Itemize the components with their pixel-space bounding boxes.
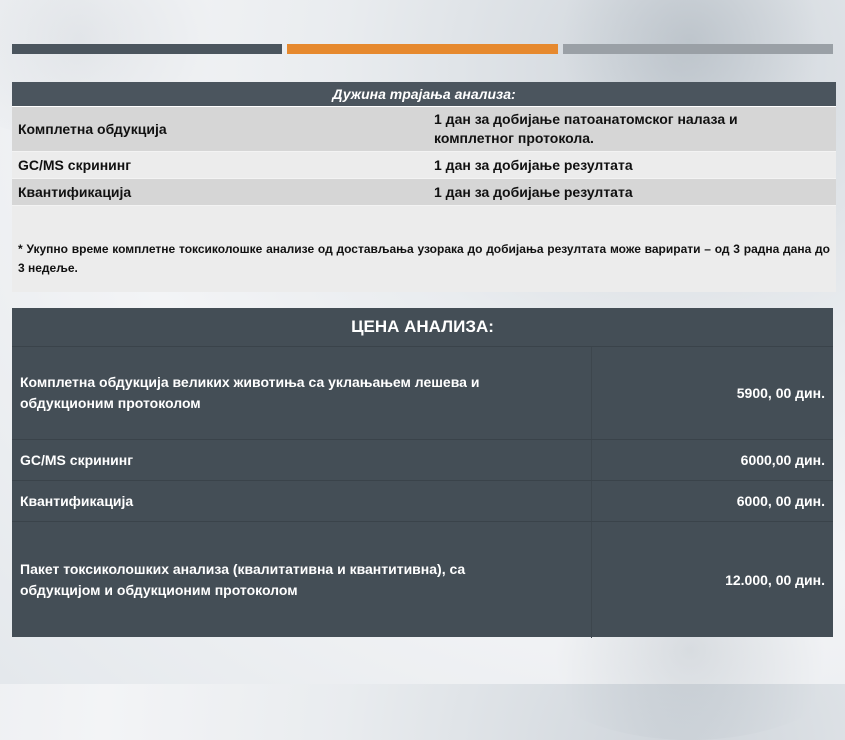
duration-row-name: Комплетна обдукција	[18, 121, 167, 137]
accent-bar-dark	[12, 44, 282, 54]
price-row-value: 5900, 00 дин.	[736, 384, 825, 401]
price-row	[12, 346, 833, 439]
price-row-value: 6000, 00 дин.	[736, 492, 825, 509]
accent-bar-orange	[287, 44, 558, 54]
duration-row	[12, 179, 836, 206]
duration-footnote: * Укупно време комплетне токсиколошке анализе од достављања узорака до добијања резултата може варирати – од 3 радна дана до 3 недеље.	[12, 206, 836, 292]
duration-row	[12, 107, 836, 152]
price-row-label-line: Пакет токсиколошких анализа (квалитативна и квантитивна), са	[20, 561, 466, 577]
price-row	[12, 480, 833, 521]
header-accent-bars	[12, 44, 833, 54]
duration-row	[12, 152, 836, 179]
price-row-label: GC/MS скрининг	[12, 440, 592, 480]
price-table	[12, 308, 833, 637]
price-title: ЦЕНА АНАЛИЗА:	[351, 317, 494, 336]
duration-row-value	[428, 107, 836, 151]
duration-row-name: GC/MS скрининг	[18, 157, 132, 173]
duration-table	[12, 82, 836, 292]
price-row-value: 12.000, 00 дин.	[725, 571, 825, 588]
price-row-label	[12, 522, 592, 638]
duration-row-value-line: комплетног протокола.	[434, 130, 594, 146]
duration-row-value: 1 дан за добијање резултата	[434, 183, 633, 200]
duration-title: Дужина трајања анализа:	[12, 82, 836, 107]
price-row-label-line: обдукционим протоколом	[20, 395, 201, 411]
price-row-value: 6000,00 дин.	[740, 451, 825, 468]
price-row-label: Квантификација	[12, 481, 592, 521]
accent-bar-grey	[563, 44, 833, 54]
duration-row-name: Квантификација	[18, 184, 132, 200]
price-row	[12, 521, 833, 638]
price-row-label	[12, 347, 592, 439]
duration-row-value-line: 1 дан за добијање патоанатомског налаза и	[434, 111, 738, 127]
price-row	[12, 439, 833, 480]
duration-row-value: 1 дан за добијање резултата	[434, 156, 633, 173]
price-row-label-line: Комплетна обдукција великих животиња са уклањањем лешева и	[20, 374, 480, 390]
price-row-label-line: обдукцијом и обдукционим протоколом	[20, 582, 298, 598]
